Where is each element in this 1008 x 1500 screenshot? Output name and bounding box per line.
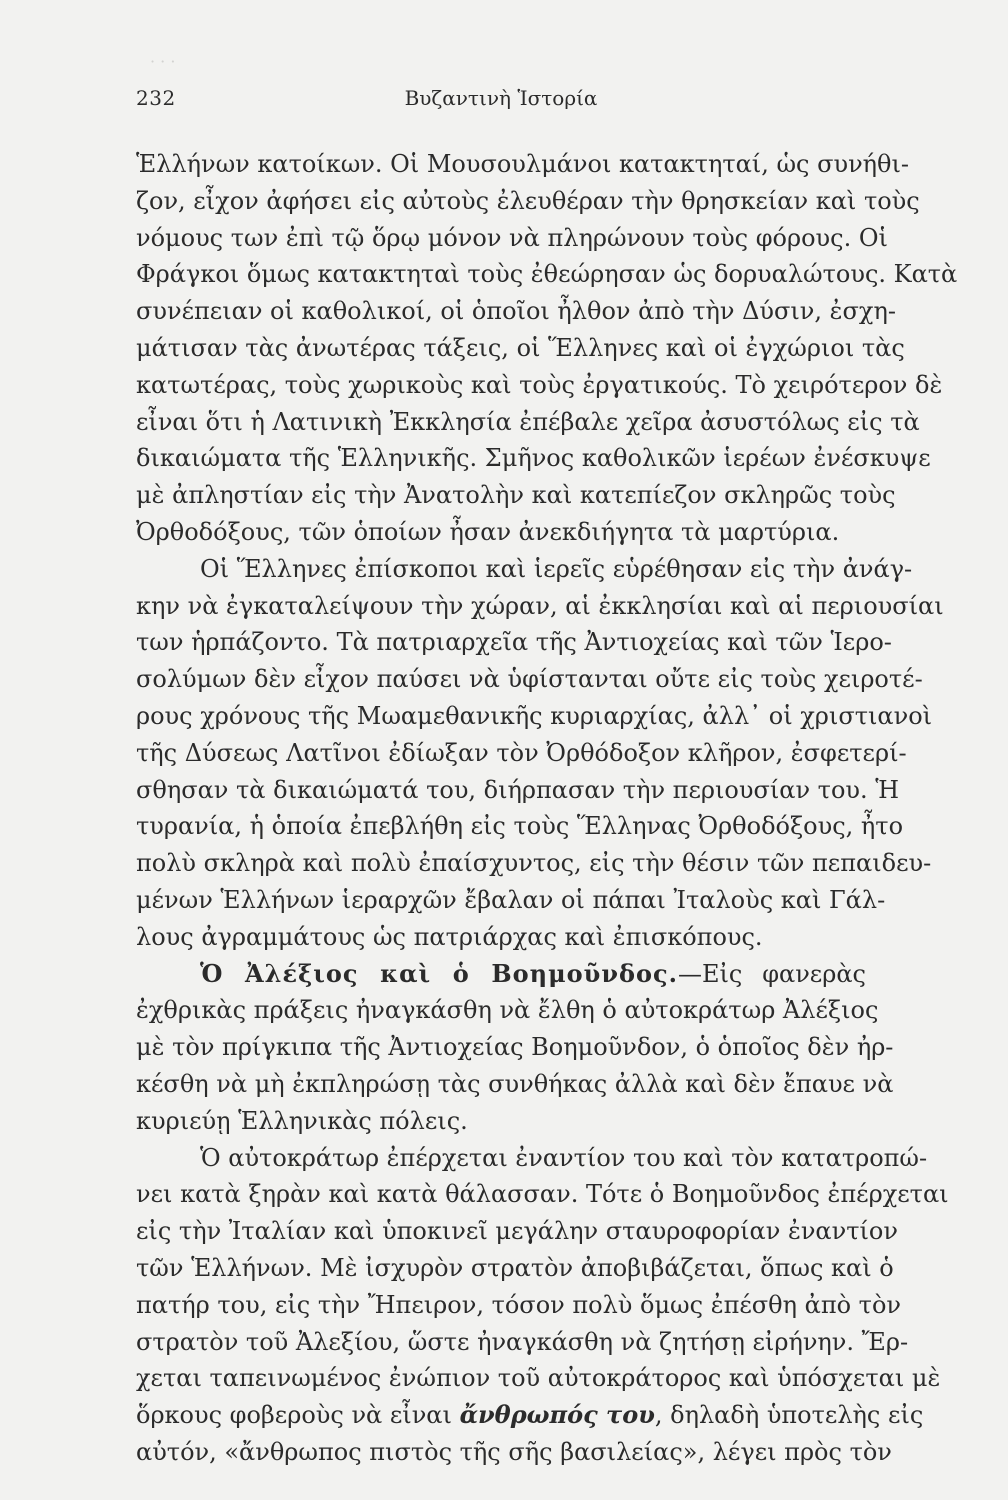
text-line: ἐχθρικὰς πράξεις ἠναγκάσθη νὰ ἔλθη ὁ αὐτοκράτωρ Ἀλέξιος: [136, 996, 879, 1025]
page-header: [136, 86, 866, 118]
text-line: κην νὰ ἐγκαταλείψουν τὴν χώραν, αἱ ἐκκλησίαι καὶ αἱ περιουσίαι: [136, 591, 944, 620]
page-number: 232: [136, 86, 176, 110]
text-line: μένων Ἑλλήνων ἱεραρχῶν ἔβαλαν οἱ πάπαι Ἰταλοὺς καὶ Γάλ-: [136, 885, 886, 914]
text-line: Φράγκοι ὅμως κατακτηταὶ τοὺς ἐθεώρησαν ὡς δορυαλώτους. Κατὰ: [136, 260, 958, 289]
text-line: κυριεύῃ Ἑλληνικὰς πόλεις.: [136, 1106, 468, 1135]
text-line: νει κατὰ ξηρὰν καὶ κατὰ θάλασσαν. Τότε ὁ Βοημοῦνδος ἐπέρχεται: [136, 1180, 949, 1209]
text-line: νόμους των ἐπὶ τῷ ὅρῳ μόνον νὰ πληρώνουν τοὺς φόρους. Οἱ: [136, 223, 888, 252]
text-line: τυρανία, ἡ ὁποία ἐπεβλήθη εἰς τοὺς Ἕλληνας Ὀρθοδόξους, ἦτο: [136, 812, 904, 841]
text-fragment: , δηλαδὴ ὑποτελὴς εἰς: [654, 1401, 924, 1430]
text-line: πολὺ σκληρὰ καὶ πολὺ ἐπαίσχυντος, εἰς τὴν θέσιν τῶν πεπαιδευ-: [136, 849, 932, 878]
section-heading: Ὁ Ἀλέξιος καὶ ὁ Βοημοῦνδος.: [200, 958, 678, 988]
text-line: σολύμων δὲν εἶχον παύσει νὰ ὑφίστανται οὔτε εἰς τοὺς χειροτέ-: [136, 665, 923, 694]
text-fragment: ὅρκους φοβεροὺς νὰ εἶναι: [136, 1401, 460, 1430]
text-line: ζον, εἶχον ἀφήσει εἰς αὐτοὺς ἐλευθέραν τὴν θρησκείαν καὶ τοὺς: [136, 186, 920, 215]
text-line: σθησαν τὰ δικαιώματά του, διήρπασαν τὴν περιουσίαν του. Ἡ: [136, 775, 900, 804]
text-line: των ἡρπάζοντο. Τὰ πατριαρχεῖα τῆς Ἀντιοχείας καὶ τῶν Ἱερο-: [136, 628, 892, 657]
text-line: πατήρ του, εἰς τὴν Ἤπειρον, τόσον πολὺ ὅμως ἐπέσθη ἀπὸ τὸν: [136, 1290, 901, 1319]
body-text: [136, 146, 958, 1471]
text-line: τῆς Δύσεως Λατῖνοι ἐδίωξαν τὸν Ὀρθόδοξον κλῆρον, ἐσφετερί-: [136, 738, 907, 767]
text-line: εἰς τὴν Ἰταλίαν καὶ ὑποκινεῖ μεγάλην σταυροφορίαν ἐναντίον: [136, 1217, 898, 1246]
text-line: μὲ ἀπληστίαν εἰς τὴν Ἀνατολὴν καὶ κατεπίεζον σκληρῶς τοὺς: [136, 481, 896, 510]
text-line: Ἑλλήνων κατοίκων. Οἱ Μουσουλμάνοι κατακτηταί, ὡς συνήθι-: [136, 150, 910, 178]
text-line: κατωτέρας, τοὺς χωρικοὺς καὶ τοὺς ἐργατικούς. Τὸ χειρότερον δὲ: [136, 370, 943, 399]
text-line: στρατὸν τοῦ Ἀλεξίου, ὥστε ἠναγκάσθη νὰ ζητήσῃ εἰρήνην. Ἔρ-: [136, 1327, 909, 1356]
text-line: αὐτόν, «ἄνθρωπος πιστὸς τῆς σῆς βασιλείας», λέγει πρὸς τὸν: [136, 1437, 892, 1466]
text-line: κέσθη νὰ μὴ ἐκπληρώσῃ τὰς συνθήκας ἀλλὰ καὶ δὲν ἔπαυε νὰ: [136, 1069, 894, 1098]
show-through-text: · · ·: [150, 52, 176, 71]
text-line: λους ἀγραμμάτους ὡς πατριάρχας καὶ ἐπισκόπους.: [136, 922, 763, 951]
emphasized-phrase: ἄνθρωπός του: [459, 1400, 655, 1430]
text-line-emphasis: [136, 1397, 924, 1434]
running-title: Βυζαντινὴ Ἱστορία: [404, 86, 598, 110]
text-line: μὲ τὸν πρίγκιπα τῆς Ἀντιοχείας Βοημοῦνδον, ὁ ὁποῖος δὲν ἠρ-: [136, 1033, 894, 1062]
text-line: μάτισαν τὰς ἀνωτέρας τάξεις, οἱ Ἕλληνες καὶ οἱ ἐγχώριοι τὰς: [136, 333, 905, 362]
text-line: χεται ταπεινωμένος ἐνώπιον τοῦ αὐτοκράτορος καὶ ὑπόσχεται μὲ: [136, 1364, 941, 1393]
text-line: εἶναι ὅτι ἡ Λατινικὴ Ἐκκλησία ἐπέβαλε χεῖρα ἀσυστόλως εἰς τὰ: [136, 407, 920, 436]
text-fragment: —Εἰς φανερὰς: [677, 959, 866, 988]
text-line: ρους χρόνους τῆς Μωαμεθανικῆς κυριαρχίας, ἀλλ᾿ οἱ χριστιανοὶ: [136, 701, 933, 730]
section-heading-line: [136, 956, 866, 993]
text-line: Οἱ Ἕλληνες ἐπίσκοποι καὶ ἱερεῖς εὑρέθησαν εἰς τὴν ἀνάγ-: [200, 554, 913, 583]
text-line: δικαιώματα τῆς Ἑλληνικῆς. Σμῆνος καθολικῶν ἱερέων ἐνέσκυψε: [136, 444, 931, 473]
text-line: τῶν Ἑλλήνων. Μὲ ἰσχυρὸν στρατὸν ἀποβιβάζεται, ὅπως καὶ ὁ: [136, 1253, 894, 1282]
text-line: συνέπειαν οἱ καθολικοί, οἱ ὁποῖοι ἦλθον ἀπὸ τὴν Δύσιν, ἐσχη-: [136, 297, 896, 326]
text-line: Ὁ αὐτοκράτωρ ἐπέρχεται ἐναντίον του καὶ τὸν κατατροπώ-: [200, 1143, 928, 1172]
text-line: Ὀρθοδόξους, τῶν ὁποίων ἦσαν ἀνεκδιήγητα τὰ μαρτύρια.: [136, 517, 840, 546]
